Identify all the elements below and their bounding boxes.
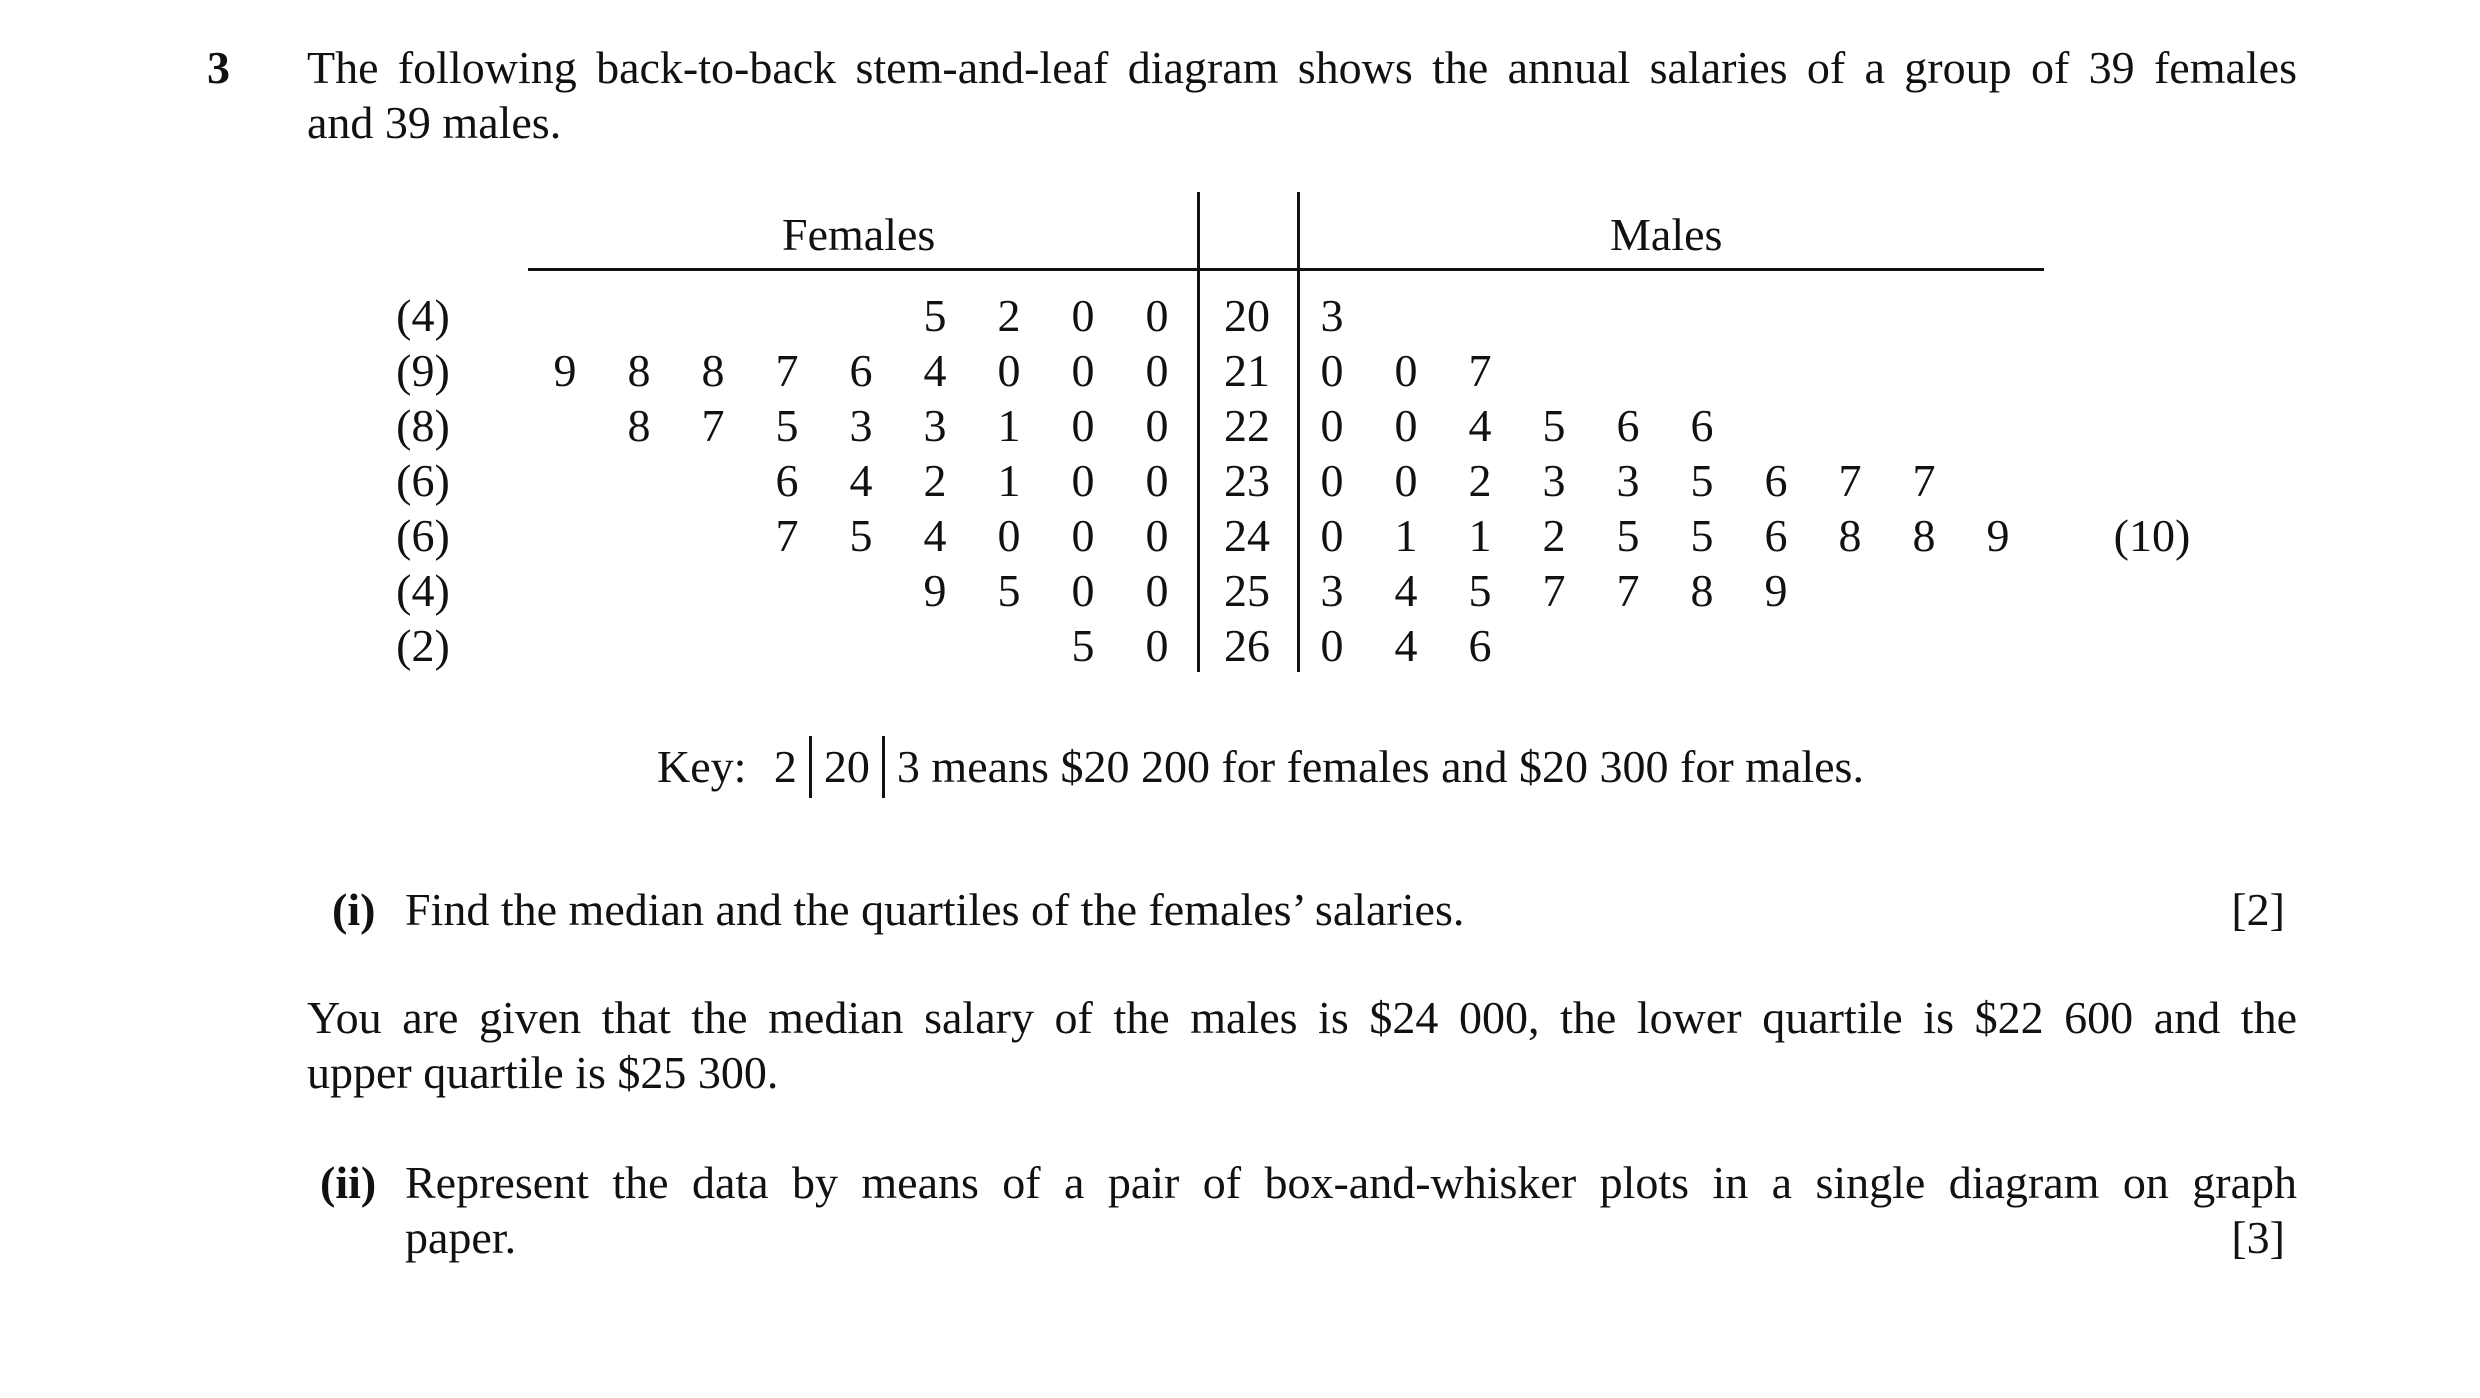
female-leaf: 6: [775, 455, 799, 506]
male-leaf: 8: [1690, 565, 1714, 616]
female-leaf: 0: [1145, 565, 1169, 616]
stem-value: 23: [1224, 455, 1270, 506]
male-leaf: 2: [1468, 455, 1492, 506]
male-leaf: 3: [1320, 565, 1344, 616]
key-divider-1: [809, 736, 812, 798]
female-leaf: 0: [1071, 400, 1095, 451]
male-leaf: 3: [1542, 455, 1566, 506]
female-leaf: 5: [775, 400, 799, 451]
part-ii-marks: [3]: [2231, 1212, 2285, 1263]
female-leaf: 2: [997, 290, 1021, 341]
male-leaf: 8: [1912, 510, 1936, 561]
female-leaf: 1: [997, 400, 1021, 451]
female-leaf: 7: [775, 345, 799, 396]
stem-value: 24: [1224, 510, 1270, 561]
male-leaf: 1: [1394, 510, 1418, 561]
header-rule: [528, 268, 2044, 271]
female-leaf: 1: [997, 455, 1021, 506]
male-leaf: 5: [1690, 455, 1714, 506]
female-leaf: 0: [1071, 345, 1095, 396]
male-leaf: 9: [1764, 565, 1788, 616]
female-count: (6): [396, 510, 450, 561]
male-leaf: 0: [1394, 400, 1418, 451]
key-divider-2: [882, 736, 885, 798]
female-leaf: 2: [923, 455, 947, 506]
female-count: (2): [396, 620, 450, 671]
female-leaf: 4: [849, 455, 873, 506]
diagram-key: [657, 736, 1864, 798]
male-leaf: 7: [1838, 455, 1862, 506]
female-count: (8): [396, 400, 450, 451]
male-leaf: 9: [1986, 510, 2010, 561]
female-leaf: 8: [701, 345, 725, 396]
female-leaf: 0: [1145, 620, 1169, 671]
females-header: Females: [782, 209, 936, 260]
male-leaf: 0: [1320, 620, 1344, 671]
key-stem: 20: [823, 741, 870, 792]
female-leaf: 4: [923, 345, 947, 396]
female-leaf: 0: [1071, 290, 1095, 341]
male-leaf: 4: [1394, 565, 1418, 616]
male-leaf: 7: [1468, 345, 1492, 396]
female-leaf: 5: [997, 565, 1021, 616]
stem-value: 20: [1224, 290, 1270, 341]
female-leaf: 0: [1145, 345, 1169, 396]
female-leaf: 5: [923, 290, 947, 341]
female-leaf: 0: [1145, 455, 1169, 506]
female-leaf: 7: [701, 400, 725, 451]
stem-value: 26: [1224, 620, 1270, 671]
stem-value: 25: [1224, 565, 1270, 616]
female-count: (9): [396, 345, 450, 396]
question-intro-line1: The following back-to-back stem-and-leaf diagram shows the annual salaries of a group of 39 females: [307, 42, 2297, 93]
part-ii-line2: paper.: [405, 1212, 517, 1263]
part-i-marks: [2]: [2231, 884, 2285, 935]
stem-value: 21: [1224, 345, 1270, 396]
female-leaf: 0: [1071, 565, 1095, 616]
male-leaf: 5: [1616, 510, 1640, 561]
males-header: Males: [1610, 209, 1723, 260]
part-ii-label: (ii): [320, 1157, 377, 1208]
male-count: (10): [2113, 510, 2191, 561]
female-leaf: 0: [1145, 510, 1169, 561]
male-leaf: 0: [1320, 400, 1344, 451]
male-leaf: 3: [1616, 455, 1640, 506]
female-leaf: 7: [775, 510, 799, 561]
key-female-leaf: 2: [773, 741, 797, 792]
male-leaf: 0: [1320, 510, 1344, 561]
female-leaf: 0: [1071, 510, 1095, 561]
male-leaf: 7: [1912, 455, 1936, 506]
male-leaf: 4: [1468, 400, 1492, 451]
female-leaf: 0: [997, 510, 1021, 561]
female-stem-divider: [1197, 192, 1200, 672]
female-leaf: 0: [1071, 455, 1095, 506]
male-leaf: 6: [1468, 620, 1492, 671]
female-count: (6): [396, 455, 450, 506]
stem-value: 22: [1224, 400, 1270, 451]
key-label: Key:: [657, 741, 747, 792]
question-number: 3: [207, 42, 230, 93]
male-leaf: 5: [1468, 565, 1492, 616]
male-leaf: 0: [1320, 345, 1344, 396]
male-leaf: 0: [1394, 455, 1418, 506]
female-leaf: 9: [553, 345, 577, 396]
male-leaf: 7: [1542, 565, 1566, 616]
female-leaf: 0: [997, 345, 1021, 396]
male-leaf: 8: [1838, 510, 1862, 561]
male-leaf: 3: [1320, 290, 1344, 341]
female-count: (4): [396, 565, 450, 616]
part-ii-line1: Represent the data by means of a pair of box-and-whisker plots in a single diagram on graph: [405, 1157, 2297, 1208]
female-leaf: 8: [627, 345, 651, 396]
male-leaf: 5: [1690, 510, 1714, 561]
female-leaf: 4: [923, 510, 947, 561]
female-count: (4): [396, 290, 450, 341]
male-leaf: 4: [1394, 620, 1418, 671]
female-leaf: 0: [1145, 290, 1169, 341]
given-line2: upper quartile is $25 300.: [307, 1047, 779, 1098]
female-leaf: 3: [923, 400, 947, 451]
female-leaf: 8: [627, 400, 651, 451]
stem-male-divider: [1297, 192, 1300, 672]
male-leaf: 7: [1616, 565, 1640, 616]
female-leaf: 5: [1071, 620, 1095, 671]
male-leaf: 6: [1616, 400, 1640, 451]
male-leaf: 0: [1394, 345, 1418, 396]
male-leaf: 6: [1764, 510, 1788, 561]
part-i-label: (i): [332, 884, 376, 935]
male-leaf: 1: [1468, 510, 1492, 561]
female-leaf: 9: [923, 565, 947, 616]
key-text: means $20 200 for females and $20 300 for males.: [931, 741, 1864, 792]
key-male-leaf: 3: [896, 741, 920, 792]
male-leaf: 6: [1764, 455, 1788, 506]
male-leaf: 2: [1542, 510, 1566, 561]
question-intro-line2: and 39 males.: [307, 97, 562, 148]
male-leaf: 0: [1320, 455, 1344, 506]
part-i-text: Find the median and the quartiles of the females’ salaries.: [405, 884, 1465, 935]
female-leaf: 5: [849, 510, 873, 561]
female-leaf: 0: [1145, 400, 1169, 451]
female-leaf: 6: [849, 345, 873, 396]
male-leaf: 5: [1542, 400, 1566, 451]
male-leaf: 6: [1690, 400, 1714, 451]
female-leaf: 3: [849, 400, 873, 451]
given-line1: You are given that the median salary of the males is $24 000, the lower quartile is $22 600 and the: [307, 992, 2297, 1043]
